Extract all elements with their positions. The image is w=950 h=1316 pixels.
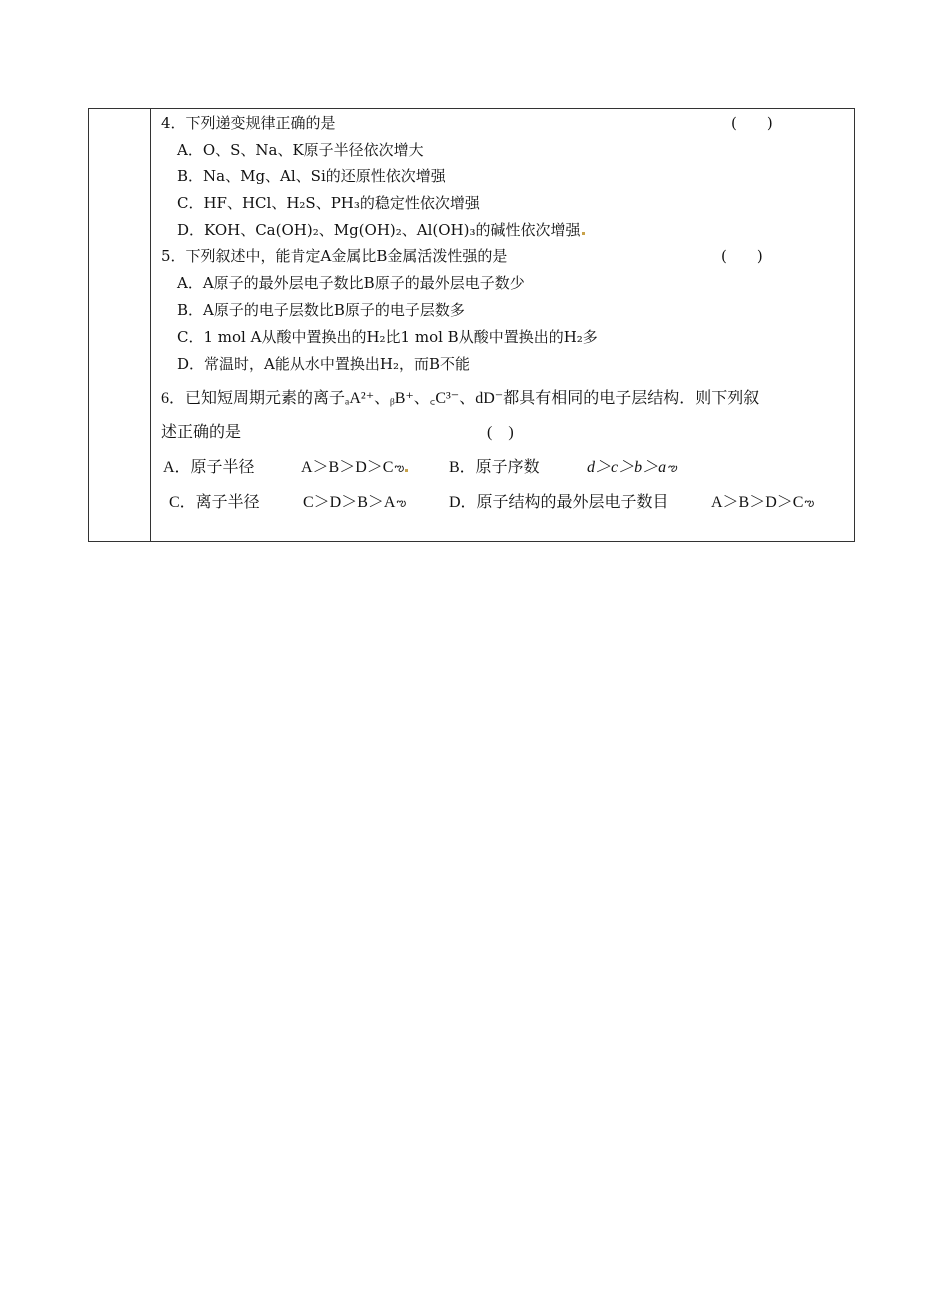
q6-stem-line2: 述正确的是 — [161, 424, 242, 441]
q4-option-d — [177, 220, 586, 240]
q5-option-c: C．1 mol A从酸中置换出的H₂比1 mol B从酸中置换出的H₂多 — [177, 328, 598, 346]
q4-option-a: A．O、S、Na、K原子半径依次增大 — [177, 141, 424, 159]
q6-option-c-value-text: C＞D＞B＞A — [303, 494, 396, 511]
q6-option-b-value-text: d＞c＞b＞a — [587, 459, 667, 476]
q6-option-a-label: A．原子半径 — [163, 459, 255, 476]
squiggle-icon: ఌ — [396, 497, 407, 510]
q6-stem-line1: 6．已知短周期元素的离子ₐA²⁺、ᵦB⁺、꜀C³⁻、dD⁻都具有相同的电子层结构．则下列叙 — [161, 390, 760, 407]
squiggle-icon: ఌ — [394, 462, 405, 475]
squiggle-icon: ఌ — [804, 497, 815, 510]
q4-option-b: B．Na、Mg、Al、Si的还原性依次增强 — [177, 167, 446, 185]
squiggle-icon: ఌ — [667, 462, 677, 475]
q5-stem: 5．下列叙述中，能肯定A金属比B金属活泼性强的是 — [161, 247, 508, 265]
q6-option-c-label: C．离子半径 — [169, 494, 260, 511]
q5-option-a: A．A原子的最外层电子数比B原子的最外层电子数少 — [177, 274, 525, 292]
edit-mark-icon — [405, 469, 408, 472]
q6-option-a-value-text: A＞B＞D＞C — [301, 459, 394, 476]
q5-option-b: B．A原子的电子层数比B原子的电子层数多 — [177, 301, 465, 319]
question-table — [88, 108, 855, 542]
q6-option-d-value — [711, 493, 814, 513]
q4-option-d-text: D．KOH、Ca(OH)₂、Mg(OH)₂、Al(OH)₃的碱性依次增强 — [177, 221, 581, 239]
q4-stem: 4．下列递变规律正确的是 — [161, 114, 336, 132]
q6-option-d-value-text: A＞B＞D＞C — [711, 494, 804, 511]
q6-option-a-value — [301, 458, 409, 478]
q4-option-c: C．HF、HCl、H₂S、PH₃的稳定性依次增强 — [177, 194, 480, 212]
edit-mark-icon — [582, 232, 585, 235]
q6-option-b-value — [587, 458, 677, 478]
q6-answer-paren: ( ) — [487, 424, 514, 441]
q5-answer-paren: ( ) — [721, 247, 763, 265]
q6-option-b-label: B．原子序数 — [449, 459, 540, 476]
q6-option-d-label: D．原子结构的最外层电子数目 — [449, 494, 669, 511]
left-column — [89, 109, 151, 541]
q6-option-c-value — [303, 493, 406, 513]
question-content — [151, 109, 854, 541]
q4-answer-paren: ( ) — [731, 114, 773, 132]
q5-option-d: D．常温时，A能从水中置换出H₂，而B不能 — [177, 355, 470, 373]
